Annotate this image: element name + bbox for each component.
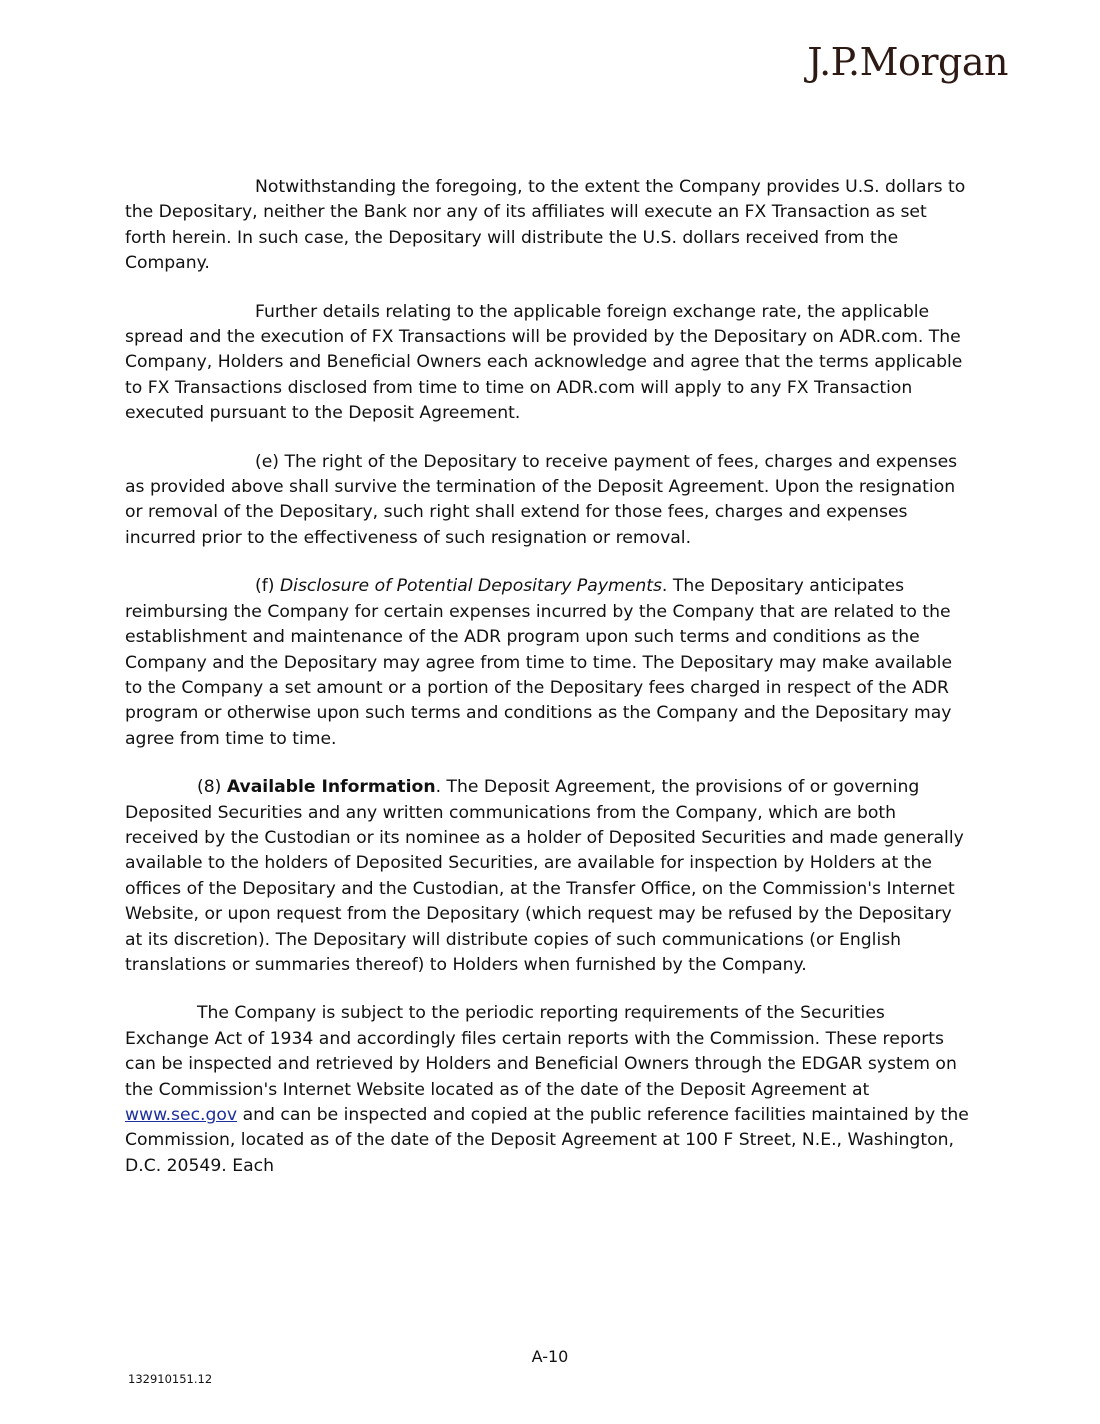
page-number: A-10 xyxy=(531,1347,569,1366)
paragraph-8-title: Available Information xyxy=(226,777,436,798)
paragraph-8 xyxy=(125,775,970,978)
paragraph-f-text: . The Depositary anticipates reimbursing the Company for certain expenses incurred by the Company that are related to the establishment and maintenance of the ADR program upon such terms and conditions as the Company and the Depositary may agree from time to time. The Depositary may make available to the Company a set amount or a portion of the Depositary fees charged in respect of the ADR program or otherwise upon such terms and conditions as the Company and the Depositary may agree from time to time. xyxy=(125,576,953,749)
jpmorgan-logo: J.P.Morgan xyxy=(807,40,1008,84)
paragraph-notwithstanding: Notwithstanding the foregoing, to the extent the Company provides U.S. dollars to the Depositary, neither the Bank nor any of its affiliates will execute an FX Transaction as set forth herein. In such case, the Depositary will distribute the U.S. dollars received from the Company. xyxy=(125,177,966,274)
paragraph-f-marker: (f) xyxy=(255,576,280,597)
paragraph-f xyxy=(125,574,970,752)
paragraph-reporting-requirements xyxy=(125,1001,970,1179)
paragraph-further-details: Further details relating to the applicable foreign exchange rate, the applicable spread and the execution of FX Transactions will be provided by the Depositary on ADR.com. The Company, Holders and Beneficial Owners each acknowledge and agree that the terms applicable to FX Transactions disclosed from time to time on ADR.com will apply to any FX Transaction executed pursuant to the Deposit Agreement. xyxy=(125,301,963,424)
paragraph-8-text: . The Deposit Agreement, the provisions of or governing Deposited Securities and any written communications from the Company, which are both received by the Custodian or its nominee as a holder of Deposited Securities and made generally available to the holders of Deposited Securities, are available for inspection by Holders at the offices of the Depositary and the Custodian, at the Transfer Office, on the Commission's Internet Website, or upon request from the Depositary (which request may be refused by the Depositary at its discretion). The Depositary will distribute copies of such communications (or English translations or summaries thereof) to Holders when furnished by the Company. xyxy=(125,777,964,975)
paragraph-f-title: Disclosure of Potential Depositary Payments xyxy=(279,576,662,597)
document-id: 132910151.12 xyxy=(128,1372,213,1386)
paragraph-e: (e) The right of the Depositary to receive payment of fees, charges and expenses as provided above shall survive the termination of the Deposit Agreement. Upon the resignation or removal of the Depositary, such right shall extend for those fees, charges and expenses incurred prior to the effectiveness of such resignation or removal. xyxy=(125,451,958,548)
paragraph-8-marker: (8) xyxy=(197,777,227,798)
sec-gov-link[interactable]: www.sec.gov xyxy=(125,1105,238,1125)
paragraph-last-before-link: The Company is subject to the periodic reporting requirements of the Securities Exchange Act of 1934 and accordingly files certain reports with the Commission. These reports can be inspected and retrieved by Holders and Beneficial Owners through the EDGAR system on the Commission's Internet Website located as of the date of the Deposit Agreement at xyxy=(125,1003,957,1100)
document-body xyxy=(125,175,970,1179)
paragraph-last-after-link: and can be inspected and copied at the public reference facilities maintained by the Commission, located as of the date of the Deposit Agreement at 100 F Street, N.E., Washington, D.C. 20549. Each xyxy=(125,1105,969,1176)
